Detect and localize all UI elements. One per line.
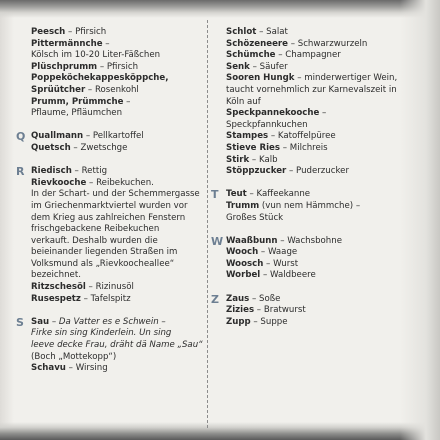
entry-term: Stirk [226, 154, 250, 165]
entry-separator: – [256, 27, 267, 37]
entry-definition: Waage [267, 247, 298, 258]
entry-continuation: verkauft. Deshalb wurden die [31, 235, 158, 246]
entry-term: Woosch [226, 258, 264, 269]
section-letter: Z [211, 292, 219, 306]
glossary-entry [226, 39, 402, 51]
entry-definition: Säufer [259, 61, 288, 72]
glossary-entry [31, 85, 203, 97]
entry-separator: – [275, 50, 286, 61]
entry-term: Zaus [226, 293, 250, 304]
entry-continuation: Pflaume, Pfläumchen [31, 108, 123, 119]
glossary-entry [226, 317, 402, 329]
entry-term: Quetsch [31, 142, 71, 153]
entry-definition: Wirsing [75, 363, 108, 374]
entry-separator: – [263, 258, 274, 269]
entry-continuation: beieinander liegenden Straßen im [31, 247, 178, 258]
entry-separator: – [249, 293, 260, 304]
entry-separator: – [249, 154, 259, 165]
glossary-entry [226, 62, 402, 74]
entry-definition: Pfirsich [75, 27, 107, 37]
glossary-entry [31, 27, 203, 39]
glossary-entry [226, 108, 402, 131]
entry-term: Schümche [226, 50, 276, 61]
entry-term: Plüschprumm [31, 61, 98, 72]
glossary-entry [31, 73, 203, 85]
glossary-entry [226, 73, 402, 108]
glossary-entry [31, 178, 203, 282]
entry-continuation: bezeichnet. [31, 270, 81, 281]
entry-separator: – [277, 235, 288, 246]
entry-separator: – [102, 38, 110, 49]
entry-definition: Rosenkohl [94, 84, 139, 95]
glossary-entry [226, 259, 402, 271]
paper-edge-left [0, 0, 14, 440]
entry-definition: Rettig [81, 166, 108, 177]
entry-definition: Salat [266, 27, 288, 37]
glossary-section [226, 27, 402, 178]
entry-term: Rievkooche [31, 177, 87, 188]
section-gap [31, 155, 203, 167]
entry-quote-line: Firke sin sing Kinderlein. Un sing [31, 328, 172, 339]
paper-edge-top [0, 0, 440, 18]
glossary-entry [226, 50, 402, 62]
entry-term: Stieve Ries [226, 142, 281, 153]
entry-separator: – [280, 142, 290, 153]
entry-separator: – [71, 166, 82, 177]
entry-continuation: taucht vornehmlich zur Karnevalszeit in [226, 84, 397, 95]
entry-definition: Puderzucker [296, 166, 349, 177]
glossary-entry [31, 62, 203, 74]
entry-definition: Suppe [260, 316, 288, 327]
glossary-right-column [211, 27, 402, 328]
entry-continuation: Großes Stück [226, 212, 284, 223]
entry-quote-line: leeve decke Frau, dräht dä Name „Sau“ [31, 340, 203, 351]
entry-term: Schavu [31, 363, 66, 374]
glossary-section [211, 292, 402, 329]
entry-separator: – [268, 131, 278, 142]
entry-continuation: (Boch „Mottekopp“) [31, 351, 117, 362]
glossary-entry [226, 143, 402, 155]
entry-term: Schlot [226, 27, 257, 37]
entry-separator: – [65, 27, 76, 37]
entry-term: Rusespetz [31, 293, 81, 304]
glossary-entry [31, 131, 203, 143]
entry-definition: Zwetschge [80, 142, 128, 153]
entry-separator: – [287, 38, 298, 49]
entry-term: Schözeneere [226, 38, 288, 49]
entry-term: Pittermännche [31, 38, 103, 49]
entry-term: Waaßbunn [226, 235, 278, 246]
entry-term: Stöppzucker [226, 166, 287, 177]
entry-separator: – [85, 282, 96, 293]
section-letter: Q [16, 130, 26, 144]
entry-definition: Milchreis [289, 142, 328, 153]
entry-term: Ritzschesöl [31, 282, 86, 293]
entry-separator: – [85, 84, 95, 95]
entry-continuation: Kölsch im 10-20 Liter-Fäßchen [31, 50, 161, 61]
entry-term: Quallmann [31, 131, 84, 142]
entry-separator: – [353, 200, 361, 211]
entry-term: Riedisch [31, 166, 72, 177]
glossary-entry [226, 305, 402, 317]
entry-term: Trumm [226, 200, 260, 211]
entry-definition: Schwarzwurzeln [297, 38, 368, 49]
entry-term: Worbel [226, 270, 261, 281]
entry-quote: Da Vatter es e Schwein – [58, 316, 166, 327]
entry-definition: Pellkartoffel [92, 131, 144, 142]
entry-separator: – [286, 166, 297, 177]
section-letter: W [211, 234, 224, 248]
glossary-section [211, 234, 402, 282]
section-gap [31, 305, 203, 317]
entry-separator: – [70, 142, 81, 153]
glossary-entry [226, 155, 402, 167]
section-letter: R [16, 165, 25, 179]
glossary-entry [226, 247, 402, 259]
entry-definition: Wurst [273, 258, 299, 269]
entry-definition: Rizinusöl [95, 282, 134, 293]
entry-term: Teut [226, 189, 247, 200]
glossary-entry [31, 363, 203, 375]
entry-term: Stampes [226, 131, 269, 142]
entry-separator: – [250, 316, 261, 327]
entry-definition: Bratwurst [263, 305, 306, 316]
entry-term: Wooch [226, 247, 259, 258]
section-gap [226, 282, 402, 294]
entry-continuation: Speckpfannkuchen [226, 119, 308, 130]
column-divider [207, 20, 208, 428]
entry-continuation: dem Krieg aus zahlreichen Fenstern [31, 212, 186, 223]
entry-definition: Katoffelpüree [277, 131, 336, 142]
entry-continuation: In der Schart- und der Schemmergasse [31, 189, 200, 200]
entry-definition: Wachsbohne [287, 235, 342, 246]
entry-term: Sau [31, 316, 50, 327]
entry-term: Speckpannekooche [226, 108, 320, 119]
glossary-section [211, 188, 402, 224]
entry-definition: minderwertiger Wein, [304, 73, 398, 84]
entry-term: Senk [226, 61, 250, 72]
entry-separator: – [65, 363, 76, 374]
paper-edge-right [400, 0, 440, 440]
glossary-entry [226, 189, 402, 201]
entry-separator: – [246, 189, 257, 200]
entry-separator: – [294, 73, 305, 84]
section-gap [226, 224, 402, 236]
glossary-entry [31, 282, 203, 294]
glossary-section [31, 27, 203, 120]
entry-term: Zupp [226, 316, 251, 327]
entry-definition: Waldbeere [270, 270, 316, 281]
entry-definition: Kaffeekanne [256, 189, 311, 200]
glossary-entry [31, 317, 203, 363]
glossary-section [16, 165, 203, 305]
entry-separator: – [123, 96, 131, 107]
section-gap [31, 120, 203, 132]
entry-definition: Tafelspitz [90, 293, 131, 304]
entry-term: Prumm, Prümmche [31, 96, 124, 107]
entry-continuation: Köln auf [226, 96, 261, 107]
section-letter: S [16, 315, 24, 329]
entry-definition: Champagner [285, 50, 341, 61]
entry-separator: – [254, 305, 264, 316]
entry-separator: – [97, 61, 107, 72]
entry-continuation: im Griechenmarktviertel wurden vor [31, 200, 188, 211]
glossary-section [16, 315, 203, 375]
entry-definition: Pfirsich [106, 61, 139, 72]
entry-separator: – [258, 247, 268, 258]
entry-continuation: frischgebackene Reibekuchen [31, 224, 160, 235]
entry-term: Poppeköchekappesköppche, [31, 73, 169, 84]
entry-term: Peesch [31, 27, 66, 37]
entry-separator: – [260, 270, 271, 281]
glossary-entry [31, 97, 203, 120]
glossary-entry [31, 39, 203, 62]
glossary-entry [226, 270, 402, 282]
entry-continuation: Volksmund als „Rievkoocheallee“ [31, 258, 175, 269]
glossary-entry [31, 294, 203, 306]
entry-term-note: (vun nem Hämmche) [259, 200, 354, 211]
entry-separator: – [86, 177, 97, 188]
entry-definition: Soße [259, 293, 281, 304]
glossary-left-column [16, 27, 203, 375]
entry-separator: – [83, 131, 93, 142]
entry-term: Zizies [226, 305, 255, 316]
paper-edge-bottom [0, 422, 440, 440]
entry-definition: Kalb [258, 154, 278, 165]
glossary-entry [226, 131, 402, 143]
glossary-entry [226, 27, 402, 39]
entry-term: Sooren Hungk [226, 73, 295, 84]
entry-term: Sprüütcher [31, 84, 86, 95]
entry-separator: – [80, 293, 91, 304]
glossary-entry [31, 143, 203, 155]
glossary-entry [226, 166, 402, 178]
glossary-entry [226, 294, 402, 306]
section-gap [226, 178, 402, 190]
glossary-entry [226, 201, 402, 224]
glossary-section [16, 130, 203, 154]
entry-definition: Reibekuchen. [96, 177, 154, 188]
entry-separator: – [249, 61, 260, 72]
entry-separator: – [49, 316, 59, 327]
entry-separator: – [319, 108, 327, 119]
section-letter: T [211, 188, 219, 202]
glossary-entry [31, 166, 203, 178]
glossary-entry [226, 236, 402, 248]
